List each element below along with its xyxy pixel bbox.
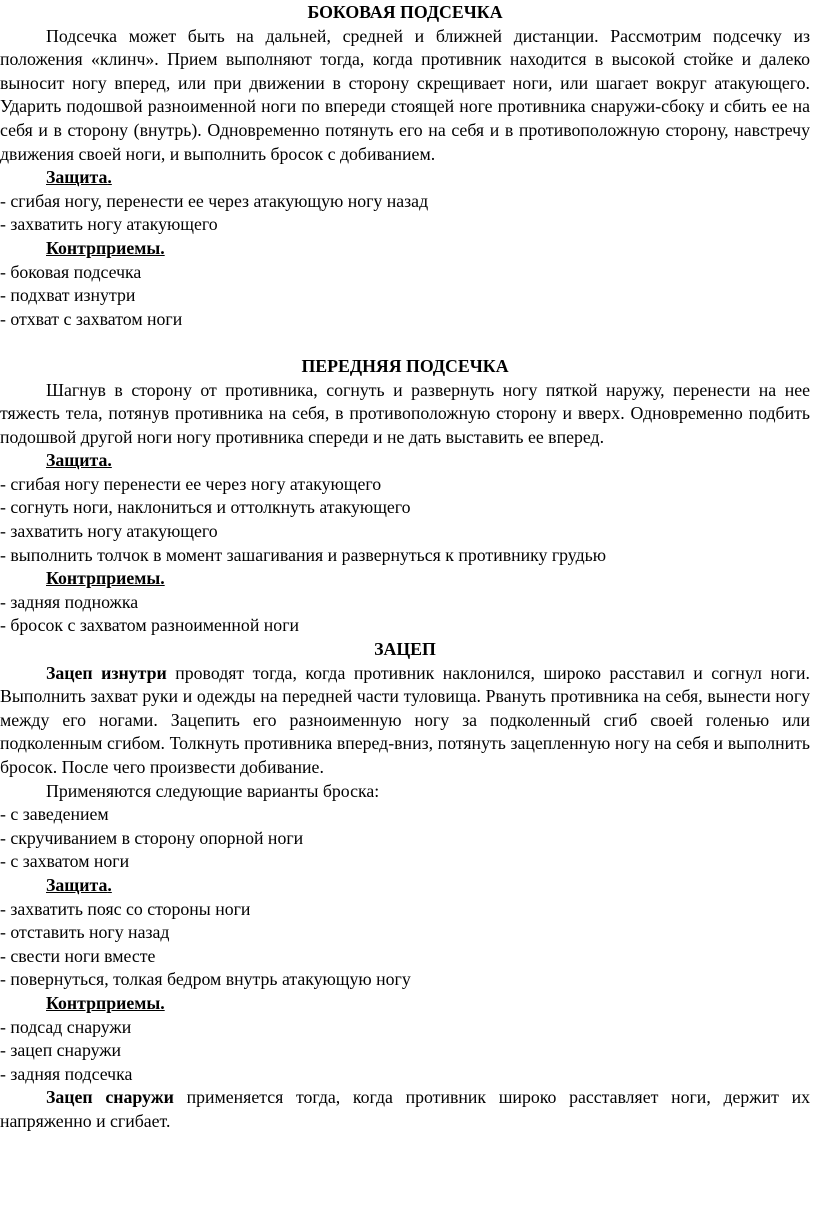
hook-counter-list xyxy=(0,1016,810,1087)
side-sweep-counter-heading: Контрприемы. xyxy=(46,237,165,258)
side-sweep-description: Подсечка может быть на дальней, средней и ближней дистанции. Рассмотрим подсечку из положения «клинч». Прием выполняют тогда, когда противник находится в высокой стойке и далеко выносит ногу вперед, или при движении в сторону скрещивает ноги, или шагает вокруг атакующего. Ударить подошвой разноименной ноги по впереди стоящей ноге противника снаружи-сбоку и сбить ее на себя и в сторону (внутрь). Одновременно потянуть его на себя и в противоположную сторону, навстречу движения своей ноги, и выполнить бросок с добиванием. xyxy=(0,25,810,164)
list-item: - задняя подножка xyxy=(0,591,139,612)
outer-hook-term: Зацеп снаружи xyxy=(46,1087,174,1108)
side-sweep-counter-list xyxy=(0,261,810,332)
list-item: - повернуться, толкая бедром внутрь атакующую ногу xyxy=(0,969,411,990)
side-sweep-defense-label: Защита xyxy=(46,167,108,188)
list-item: - захватить ногу атакующего xyxy=(0,521,218,542)
hook-defense-heading xyxy=(0,874,810,898)
side-sweep-defense-punct: . xyxy=(107,167,112,188)
list-item: - задняя подсечка xyxy=(0,1063,133,1084)
inner-hook-text: проводят тогда, когда противник наклонился, широко расставил и согнул ноги. Выполнить захват руки и одежды на передней части туловища. Рвануть противника на себя, вынести ногу между его ногами. Зацепить его разноименную ногу за подколенный сгиб своей голенью или подколенным сгибом. Толкнуть противника вперед-вниз, потянуть зацепленную ногу на себя и выполнить бросок. После чего произвести добивание. xyxy=(0,662,810,777)
inner-hook-description xyxy=(0,662,810,780)
front-sweep-counter-heading: Контрприемы. xyxy=(46,568,165,589)
section-title-hook: ЗАЦЕП xyxy=(374,639,436,660)
document-page xyxy=(0,1,816,1207)
list-item: - сгибая ногу, перенести ее через атакующую ногу назад xyxy=(0,190,429,211)
list-item: - отхват с захватом ноги xyxy=(0,308,183,329)
hook-defense-list xyxy=(0,898,810,992)
hook-variants-intro: Применяются следующие варианты броска: xyxy=(46,780,380,801)
list-item: - с заведением xyxy=(0,804,109,825)
list-item: - согнуть ноги, наклониться и оттолкнуть атакующего xyxy=(0,497,411,518)
section-spacer xyxy=(0,331,810,355)
list-item: - захватить пояс со стороны ноги xyxy=(0,898,251,919)
list-item: - скручиванием в сторону опорной ноги xyxy=(0,827,304,848)
hook-defense-label: Защита xyxy=(46,874,108,895)
hook-counter-heading: Контрприемы. xyxy=(46,992,165,1013)
front-sweep-defense-list xyxy=(0,473,810,567)
list-item: - подсад снаружи xyxy=(0,1016,132,1037)
section-title-front-sweep: ПЕРЕДНЯЯ ПОДСЕЧКА xyxy=(301,355,509,376)
hook-defense-punct: . xyxy=(107,874,112,895)
section-title-side-sweep: БОКОВАЯ ПОДСЕЧКА xyxy=(307,2,503,22)
side-sweep-defense-heading xyxy=(0,166,810,190)
list-item: - боковая подсечка xyxy=(0,261,142,282)
list-item: - захватить ногу атакующего xyxy=(0,214,218,235)
list-item: - с захватом ноги xyxy=(0,851,130,872)
front-sweep-defense-heading: Защита. xyxy=(46,450,112,471)
outer-hook-text: применяется тогда, когда противник широко расставляет ноги, держит их напряженно и сгибает. xyxy=(0,1087,810,1131)
list-item: - отставить ногу назад xyxy=(0,922,170,943)
list-item: - выполнить толчок в момент зашагивания и развернуться к противнику грудью xyxy=(0,544,607,565)
front-sweep-counter-list xyxy=(0,591,810,638)
outer-hook-description xyxy=(0,1086,810,1133)
side-sweep-defense-list xyxy=(0,190,810,237)
front-sweep-description: Шагнув в сторону от противника, согнуть и развернуть ногу пяткой наружу, перенести на нее тяжесть тела, потянув противника на себя, в противоположную сторону и вверх. Одновременно подбить подошвой другой ноги ногу противника спереди и не дать выставить ее вперед. xyxy=(0,379,810,447)
list-item: - подхват изнутри xyxy=(0,285,136,306)
inner-hook-term: Зацеп изнутри xyxy=(46,662,167,683)
list-item: - свести ноги вместе xyxy=(0,945,156,966)
list-item: - сгибая ногу перенести ее через ногу атакующего xyxy=(0,473,382,494)
hook-variants-list xyxy=(0,803,810,874)
list-item: - бросок с захватом разноименной ноги xyxy=(0,615,299,636)
list-item: - зацеп снаружи xyxy=(0,1040,122,1061)
